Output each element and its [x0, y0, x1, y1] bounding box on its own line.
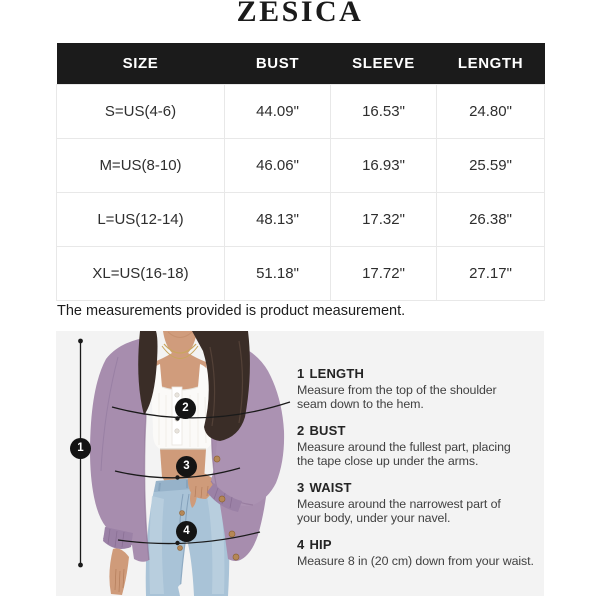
- size-cell: S=US(4-6): [57, 85, 225, 139]
- table-row: [57, 139, 545, 193]
- header-length: LENGTH: [437, 43, 545, 85]
- guide-desc-line: Measure around the fullest part, placing: [297, 440, 511, 454]
- guide-desc-line: Measure from the top of the shoulder: [297, 383, 497, 397]
- measuring-guide-panel: [56, 331, 544, 596]
- table-row: [57, 247, 545, 301]
- header-bust: BUST: [225, 43, 331, 85]
- length-cell: 25.59": [437, 139, 545, 193]
- guide-desc-line: Measure 8 in (20 cm) down from your waist.: [297, 554, 534, 568]
- guide-section-hip: [297, 537, 544, 568]
- guide-num: 3: [297, 480, 305, 495]
- header-sleeve: SLEEVE: [331, 43, 437, 85]
- length-cell: 24.80": [437, 85, 545, 139]
- guide-text-column: [297, 366, 544, 580]
- guide-heading: [297, 537, 544, 552]
- marker-badge-1: 1: [70, 438, 91, 459]
- guide-section-bust: [297, 423, 544, 468]
- guide-title: LENGTH: [309, 366, 365, 381]
- table-row: [57, 193, 545, 247]
- guide-num: 1: [297, 366, 305, 381]
- guide-title: HIP: [309, 537, 332, 552]
- marker-badge-4: 4: [176, 521, 197, 542]
- measurement-note: The measurements provided is product measurement.: [57, 303, 406, 319]
- guide-num: 2: [297, 423, 305, 438]
- guide-heading: [297, 423, 544, 438]
- bust-cell: 44.09": [225, 85, 331, 139]
- sleeve-cell: 16.93": [331, 139, 437, 193]
- brand-logo: ZESICA: [236, 0, 364, 28]
- length-cell: 27.17": [437, 247, 545, 301]
- table-header-row: [57, 43, 545, 85]
- marker-badge-2: 2: [175, 398, 196, 419]
- length-cell: 26.38": [437, 193, 545, 247]
- bust-cell: 51.18": [225, 247, 331, 301]
- guide-heading: [297, 366, 544, 381]
- guide-desc-line: Measure around the narrowest part of: [297, 497, 501, 511]
- guide-num: 4: [297, 537, 305, 552]
- size-cell: L=US(12-14): [57, 193, 225, 247]
- table-row: [57, 85, 545, 139]
- guide-desc-line: your body, under your navel.: [297, 511, 451, 525]
- guide-desc-line: the tape close up under the arms.: [297, 454, 479, 468]
- guide-heading: [297, 480, 544, 495]
- size-cell: M=US(8-10): [57, 139, 225, 193]
- guide-title: WAIST: [309, 480, 352, 495]
- sleeve-cell: 17.32": [331, 193, 437, 247]
- bust-cell: 46.06": [225, 139, 331, 193]
- guide-section-length: [297, 366, 544, 411]
- header-size: SIZE: [57, 43, 225, 85]
- guide-desc-line: seam down to the hem.: [297, 397, 424, 411]
- bust-cell: 48.13": [225, 193, 331, 247]
- guide-title: BUST: [309, 423, 346, 438]
- size-cell: XL=US(16-18): [57, 247, 225, 301]
- sleeve-cell: 17.72": [331, 247, 437, 301]
- sleeve-cell: 16.53": [331, 85, 437, 139]
- size-table: [56, 43, 545, 301]
- guide-section-waist: [297, 480, 544, 525]
- marker-badge-3: 3: [176, 456, 197, 477]
